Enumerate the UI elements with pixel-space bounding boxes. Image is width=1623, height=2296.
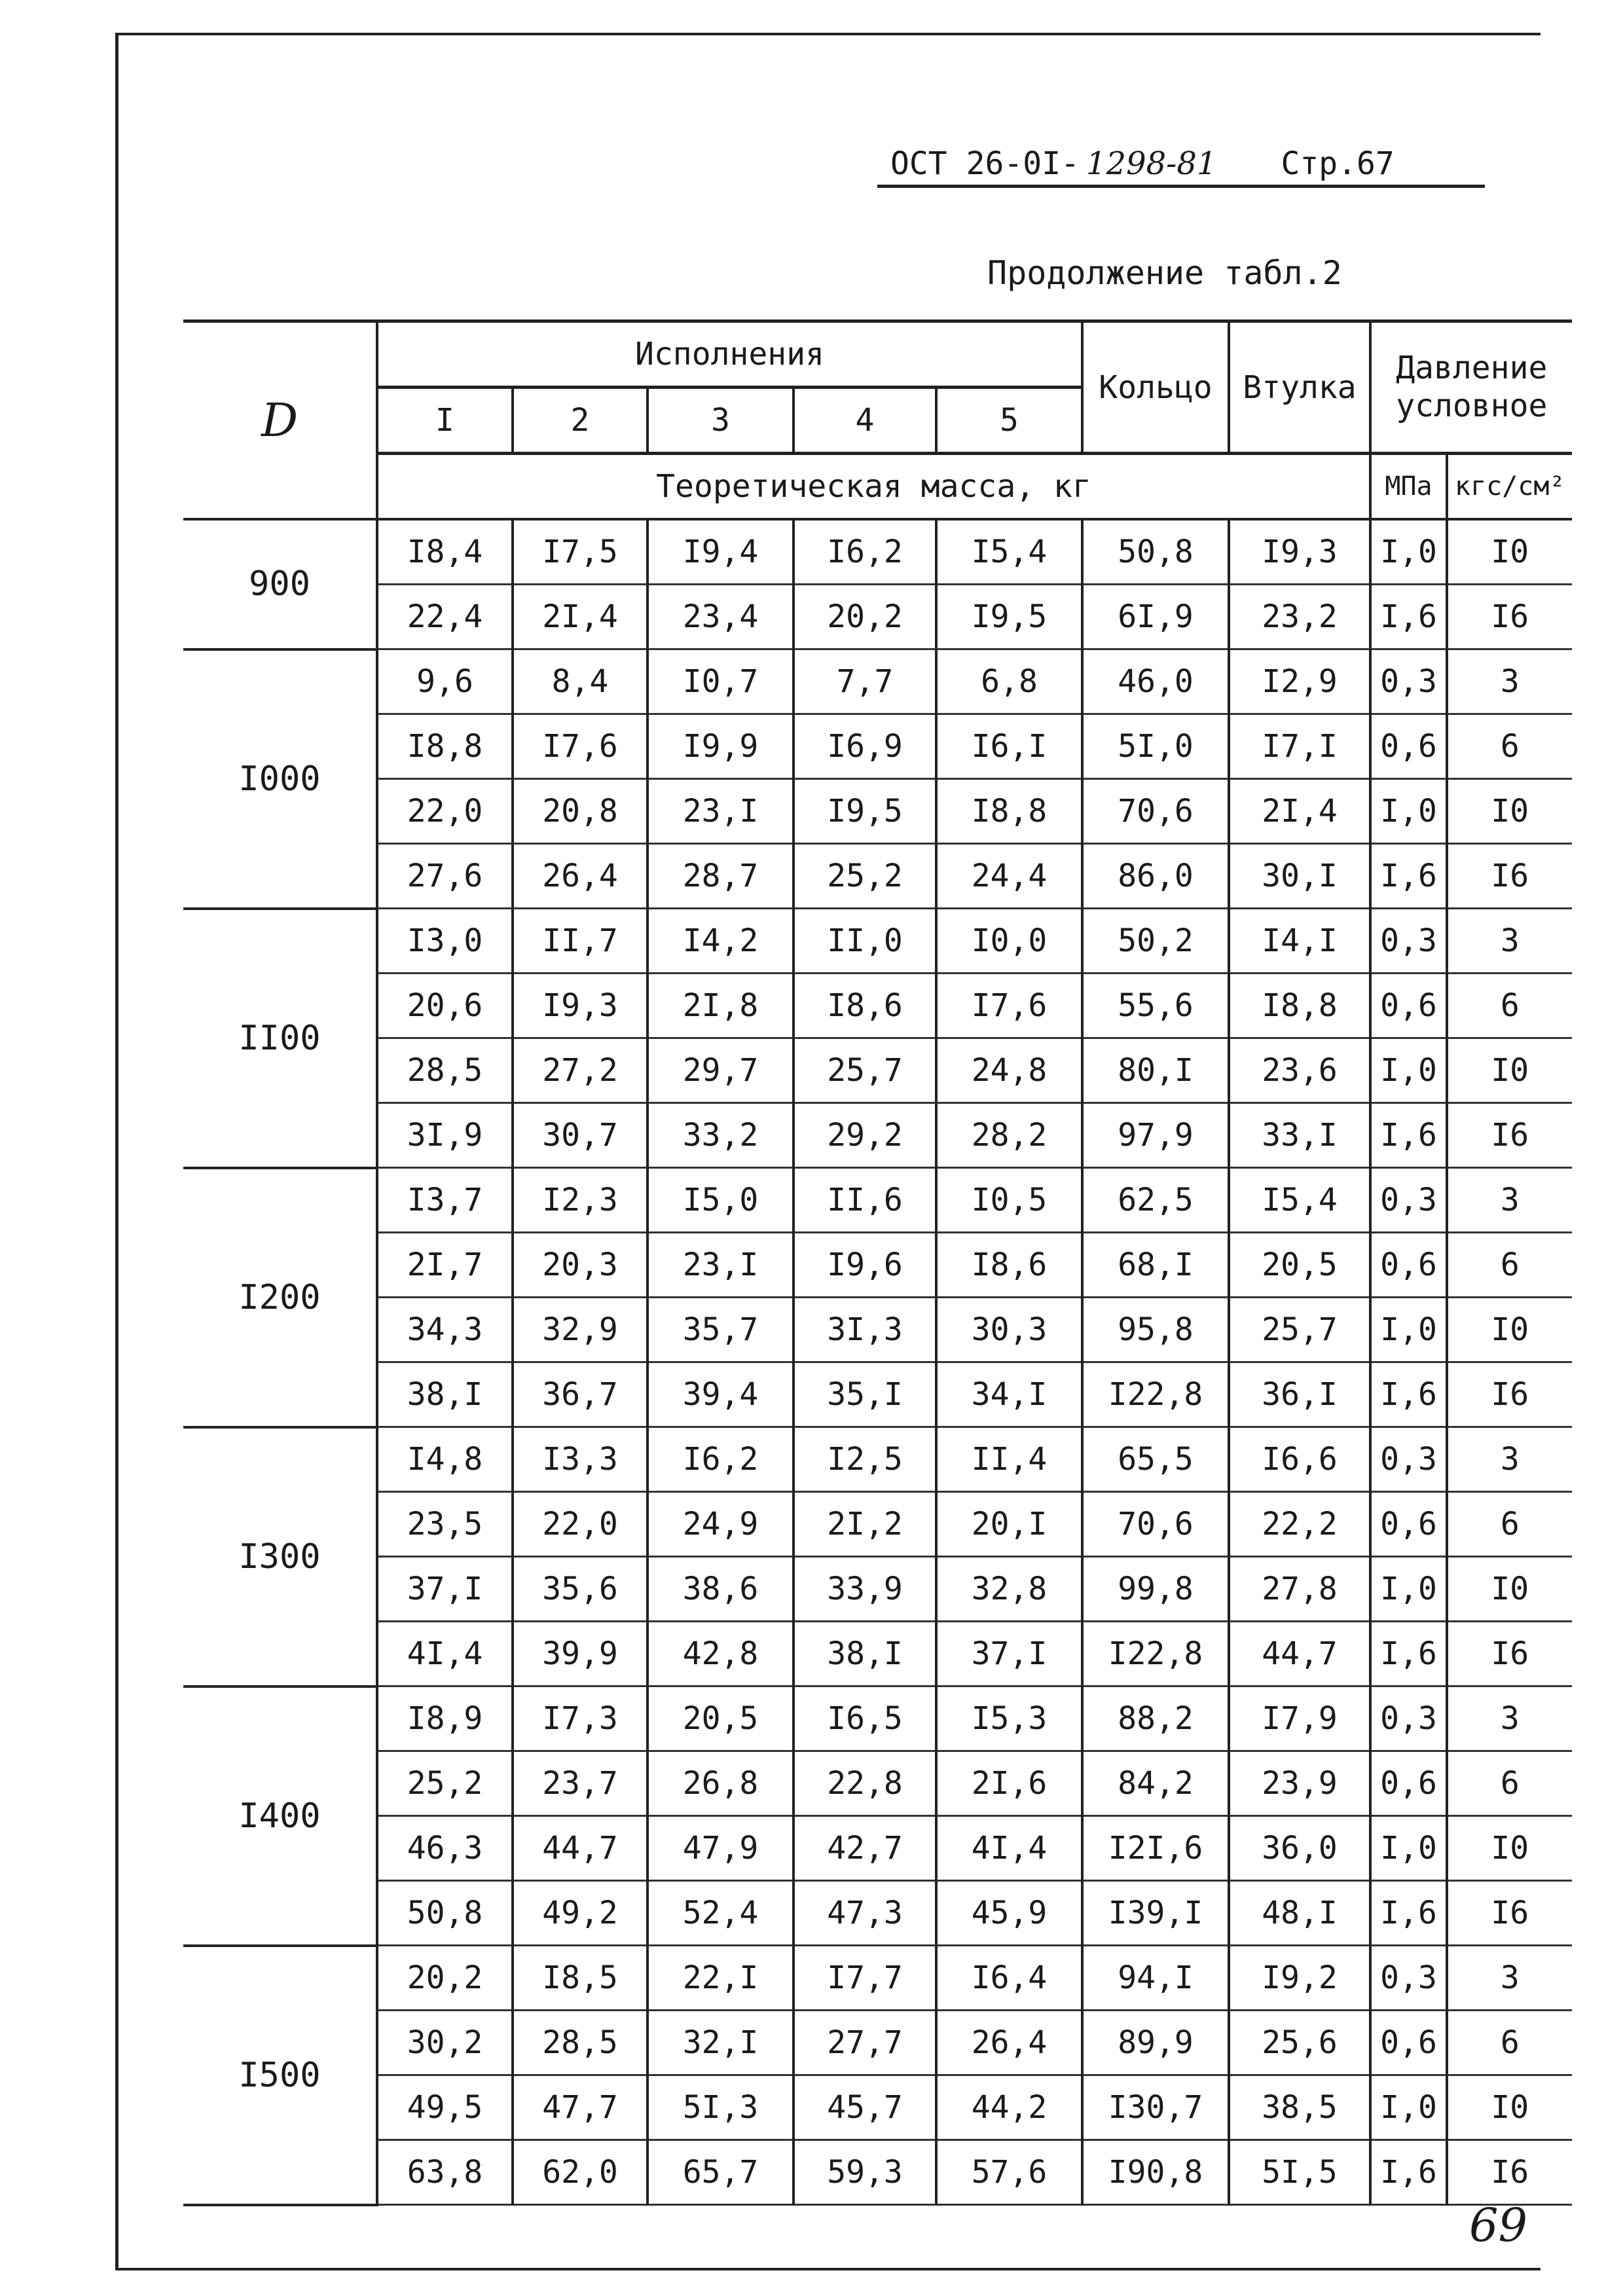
table-row	[183, 1751, 1572, 1816]
pressure-header: Давление условное	[1370, 321, 1572, 454]
version-2-cell: 62,0	[513, 2140, 647, 2205]
version-5-cell: I5,3	[936, 1686, 1082, 1751]
version-1-cell: 28,5	[377, 1038, 513, 1103]
version-5-cell: I8,6	[936, 1233, 1082, 1298]
version-5-cell: 28,2	[936, 1103, 1082, 1168]
version-1-header: I	[377, 388, 513, 454]
version-2-cell: I8,5	[513, 1946, 647, 2011]
version-4-cell: I6,5	[793, 1686, 936, 1751]
version-1-cell: 49,5	[377, 2075, 513, 2140]
version-4-cell: I6,2	[793, 519, 936, 585]
diameter-cell: I000	[183, 649, 377, 909]
version-2-cell: 47,7	[513, 2075, 647, 2140]
table-row	[183, 844, 1572, 909]
version-2-cell: I2,3	[513, 1168, 647, 1233]
pressure-kgf-cell: I6	[1447, 1622, 1572, 1686]
ring-cell: 84,2	[1082, 1751, 1229, 1816]
ring-cell: I90,8	[1082, 2140, 1229, 2205]
version-4-cell: I6,9	[793, 714, 936, 779]
version-1-cell: 37,I	[377, 1557, 513, 1622]
pressure-mpa-cell: 0,6	[1370, 1492, 1447, 1557]
version-1-cell: 30,2	[377, 2011, 513, 2075]
page-number: 69	[1469, 2198, 1528, 2252]
version-1-cell: 22,4	[377, 585, 513, 649]
version-2-cell: 44,7	[513, 1816, 647, 1881]
version-3-cell: I6,2	[647, 1427, 793, 1492]
mass-table	[183, 319, 1572, 2206]
version-4-cell: I9,5	[793, 779, 936, 844]
pressure-kgf-cell: I6	[1447, 844, 1572, 909]
pressure-mpa-cell: 0,6	[1370, 1233, 1447, 1298]
version-3-cell: 52,4	[647, 1881, 793, 1946]
table-row	[183, 1427, 1572, 1492]
pressure-kgf-cell: I0	[1447, 1557, 1572, 1622]
table-row	[183, 1881, 1572, 1946]
version-2-cell: I7,5	[513, 519, 647, 585]
ring-cell: 86,0	[1082, 844, 1229, 909]
pressure-mpa-cell: I,6	[1370, 1622, 1447, 1686]
ring-cell: I39,I	[1082, 1881, 1229, 1946]
version-5-cell: 4I,4	[936, 1816, 1082, 1881]
pressure-mpa-cell: I,6	[1370, 1881, 1447, 1946]
pressure-mpa-cell: I,0	[1370, 779, 1447, 844]
version-3-cell: 42,8	[647, 1622, 793, 1686]
version-2-cell: 39,9	[513, 1622, 647, 1686]
version-2-header: 2	[513, 388, 647, 454]
version-1-cell: 27,6	[377, 844, 513, 909]
ring-cell: 97,9	[1082, 1103, 1229, 1168]
pressure-kgf-cell: 6	[1447, 1751, 1572, 1816]
pressure-mpa-cell: 0,3	[1370, 1946, 1447, 2011]
pressure-kgf-cell: 3	[1447, 1946, 1572, 2011]
ring-cell: 80,I	[1082, 1038, 1229, 1103]
diameter-cell: II00	[183, 909, 377, 1168]
pressure-kgf-cell: I6	[1447, 2140, 1572, 2205]
sleeve-cell: 33,I	[1229, 1103, 1370, 1168]
pressure-mpa-cell: 0,3	[1370, 909, 1447, 974]
sleeve-cell: 38,5	[1229, 2075, 1370, 2140]
ring-cell: I22,8	[1082, 1622, 1229, 1686]
version-1-cell: 22,0	[377, 779, 513, 844]
mass-header: Теоретическая масса, кг	[377, 454, 1370, 520]
version-5-cell: I7,6	[936, 974, 1082, 1038]
pressure-mpa-cell: I,6	[1370, 844, 1447, 909]
table-row	[183, 2075, 1572, 2140]
header-rule	[877, 185, 1485, 188]
version-2-cell: 49,2	[513, 1881, 647, 1946]
version-5-cell: 57,6	[936, 2140, 1082, 2205]
pressure-kgf-cell: I0	[1447, 519, 1572, 585]
version-3-header: 3	[647, 388, 793, 454]
version-4-cell: 33,9	[793, 1557, 936, 1622]
unit-kgf: кгс/см²	[1447, 454, 1572, 520]
version-3-cell: 23,I	[647, 779, 793, 844]
version-1-cell: 2I,7	[377, 1233, 513, 1298]
version-1-cell: 9,6	[377, 649, 513, 714]
version-4-cell: 59,3	[793, 2140, 936, 2205]
pressure-kgf-cell: 6	[1447, 2011, 1572, 2075]
pressure-kgf-cell: 6	[1447, 974, 1572, 1038]
sleeve-cell: 27,8	[1229, 1557, 1370, 1622]
pressure-mpa-cell: 0,6	[1370, 974, 1447, 1038]
version-3-cell: 24,9	[647, 1492, 793, 1557]
pressure-mpa-cell: 0,6	[1370, 2011, 1447, 2075]
version-4-cell: 35,I	[793, 1362, 936, 1427]
sleeve-cell: 30,I	[1229, 844, 1370, 909]
pressure-mpa-cell: I,6	[1370, 1103, 1447, 1168]
pressure-kgf-cell: I0	[1447, 2075, 1572, 2140]
version-4-cell: 47,3	[793, 1881, 936, 1946]
pressure-mpa-cell: I,6	[1370, 1362, 1447, 1427]
ring-cell: 62,5	[1082, 1168, 1229, 1233]
table-row	[183, 909, 1572, 974]
version-3-cell: 2I,8	[647, 974, 793, 1038]
version-3-cell: 20,5	[647, 1686, 793, 1751]
table-row	[183, 1233, 1572, 1298]
version-1-cell: I8,9	[377, 1686, 513, 1751]
sleeve-cell: I9,3	[1229, 519, 1370, 585]
version-5-cell: 20,I	[936, 1492, 1082, 1557]
version-3-cell: 39,4	[647, 1362, 793, 1427]
table-row	[183, 1622, 1572, 1686]
pressure-mpa-cell: 0,6	[1370, 1751, 1447, 1816]
version-1-cell: I4,8	[377, 1427, 513, 1492]
sleeve-cell: I5,4	[1229, 1168, 1370, 1233]
version-5-cell: I6,4	[936, 1946, 1082, 2011]
table-row	[183, 1557, 1572, 1622]
version-4-cell: 20,2	[793, 585, 936, 649]
pressure-mpa-cell: I,0	[1370, 1557, 1447, 1622]
version-4-cell: 7,7	[793, 649, 936, 714]
pressure-mpa-cell: 0,3	[1370, 1686, 1447, 1751]
pressure-mpa-cell: I,6	[1370, 585, 1447, 649]
version-3-cell: 28,7	[647, 844, 793, 909]
version-3-cell: 23,4	[647, 585, 793, 649]
version-2-cell: 20,8	[513, 779, 647, 844]
version-1-cell: 3I,9	[377, 1103, 513, 1168]
version-2-cell: 8,4	[513, 649, 647, 714]
table-row	[183, 1492, 1572, 1557]
table-row	[183, 2140, 1572, 2205]
version-3-cell: I4,2	[647, 909, 793, 974]
ring-cell: 6I,9	[1082, 585, 1229, 649]
version-3-cell: 35,7	[647, 1298, 793, 1362]
sleeve-cell: I4,I	[1229, 909, 1370, 974]
pressure-mpa-cell: 0,3	[1370, 649, 1447, 714]
pressure-kgf-cell: I6	[1447, 585, 1572, 649]
pressure-kgf-cell: 3	[1447, 1168, 1572, 1233]
version-5-cell: 26,4	[936, 2011, 1082, 2075]
version-4-cell: 42,7	[793, 1816, 936, 1881]
version-5-cell: 24,8	[936, 1038, 1082, 1103]
pressure-mpa-cell: 0,3	[1370, 1427, 1447, 1492]
version-5-cell: 37,I	[936, 1622, 1082, 1686]
sleeve-cell: 20,5	[1229, 1233, 1370, 1298]
pressure-mpa-cell: I,6	[1370, 2140, 1447, 2205]
pressure-kgf-cell: 6	[1447, 1492, 1572, 1557]
ring-cell: I2I,6	[1082, 1816, 1229, 1881]
pressure-mpa-cell: I,0	[1370, 1816, 1447, 1881]
version-5-cell: II,4	[936, 1427, 1082, 1492]
ring-cell: 70,6	[1082, 1492, 1229, 1557]
table-row	[183, 1362, 1572, 1427]
sleeve-cell: 23,6	[1229, 1038, 1370, 1103]
versions-header: Исполнения	[377, 321, 1082, 388]
version-3-cell: I9,4	[647, 519, 793, 585]
pressure-kgf-cell: I0	[1447, 1816, 1572, 1881]
sleeve-cell: 23,2	[1229, 585, 1370, 649]
sleeve-cell: 25,7	[1229, 1298, 1370, 1362]
version-2-cell: II,7	[513, 909, 647, 974]
pressure-kgf-cell: I0	[1447, 1038, 1572, 1103]
ring-cell: I22,8	[1082, 1362, 1229, 1427]
version-5-cell: I0,0	[936, 909, 1082, 974]
sleeve-cell: 23,9	[1229, 1751, 1370, 1816]
version-5-cell: 32,8	[936, 1557, 1082, 1622]
version-2-cell: I7,3	[513, 1686, 647, 1751]
pressure-kgf-cell: 3	[1447, 1427, 1572, 1492]
version-2-cell: 32,9	[513, 1298, 647, 1362]
ring-cell: 50,8	[1082, 519, 1229, 585]
pressure-kgf-cell: 6	[1447, 714, 1572, 779]
version-2-cell: 26,4	[513, 844, 647, 909]
version-4-cell: I7,7	[793, 1946, 936, 2011]
table-row	[183, 649, 1572, 714]
table-row	[183, 974, 1572, 1038]
sleeve-header: Втулка	[1229, 321, 1370, 454]
version-5-cell: 24,4	[936, 844, 1082, 909]
ring-cell: 95,8	[1082, 1298, 1229, 1362]
sleeve-cell: 2I,4	[1229, 779, 1370, 844]
table-row	[183, 585, 1572, 649]
diameter-header: D	[183, 321, 377, 520]
version-4-cell: 27,7	[793, 2011, 936, 2075]
version-3-cell: 29,7	[647, 1038, 793, 1103]
standard-number-handwritten: 1298-81	[1085, 145, 1217, 182]
table-row	[183, 1816, 1572, 1881]
version-3-cell: I0,7	[647, 649, 793, 714]
version-3-cell: 65,7	[647, 2140, 793, 2205]
version-4-cell: 22,8	[793, 1751, 936, 1816]
version-1-cell: I3,0	[377, 909, 513, 974]
version-4-cell: I9,6	[793, 1233, 936, 1298]
table-row	[183, 1686, 1572, 1751]
standard-number: ОСТ 26-0I-	[890, 145, 1080, 182]
version-5-cell: 44,2	[936, 2075, 1082, 2140]
version-2-cell: 35,6	[513, 1557, 647, 1622]
version-5-cell: 30,3	[936, 1298, 1082, 1362]
ring-cell: I30,7	[1082, 2075, 1229, 2140]
version-5-cell: 6,8	[936, 649, 1082, 714]
table-row	[183, 1038, 1572, 1103]
version-2-cell: 30,7	[513, 1103, 647, 1168]
version-4-cell: 45,7	[793, 2075, 936, 2140]
table-row	[183, 519, 1572, 585]
version-1-cell: 38,I	[377, 1362, 513, 1427]
pressure-kgf-cell: 6	[1447, 1233, 1572, 1298]
diameter-cell: I200	[183, 1168, 377, 1427]
table-row	[183, 2011, 1572, 2075]
version-4-cell: II,6	[793, 1168, 936, 1233]
pressure-mpa-cell: I,0	[1370, 1298, 1447, 1362]
version-1-cell: 20,6	[377, 974, 513, 1038]
sleeve-cell: 44,7	[1229, 1622, 1370, 1686]
sleeve-cell: I2,9	[1229, 649, 1370, 714]
pressure-kgf-cell: 3	[1447, 1686, 1572, 1751]
sleeve-cell: I6,6	[1229, 1427, 1370, 1492]
ring-cell: 88,2	[1082, 1686, 1229, 1751]
sleeve-cell: 25,6	[1229, 2011, 1370, 2075]
version-2-cell: I7,6	[513, 714, 647, 779]
version-4-cell: 2I,2	[793, 1492, 936, 1557]
ring-cell: 46,0	[1082, 649, 1229, 714]
sleeve-cell: I7,I	[1229, 714, 1370, 779]
sleeve-cell: I9,2	[1229, 1946, 1370, 2011]
version-4-header: 4	[793, 388, 936, 454]
pressure-kgf-cell: I0	[1447, 779, 1572, 844]
version-3-cell: 32,I	[647, 2011, 793, 2075]
version-2-cell: 22,0	[513, 1492, 647, 1557]
version-1-cell: 4I,4	[377, 1622, 513, 1686]
version-5-header: 5	[936, 388, 1082, 454]
version-1-cell: 25,2	[377, 1751, 513, 1816]
sleeve-cell: I8,8	[1229, 974, 1370, 1038]
version-2-cell: 20,3	[513, 1233, 647, 1298]
pressure-mpa-cell: 0,3	[1370, 1168, 1447, 1233]
unit-mpa: МПа	[1370, 454, 1447, 520]
version-2-cell: 36,7	[513, 1362, 647, 1427]
version-3-cell: I5,0	[647, 1168, 793, 1233]
version-1-cell: 20,2	[377, 1946, 513, 2011]
version-2-cell: I9,3	[513, 974, 647, 1038]
version-5-cell: I6,I	[936, 714, 1082, 779]
diameter-cell: I400	[183, 1686, 377, 1946]
sleeve-cell: 22,2	[1229, 1492, 1370, 1557]
version-5-cell: 34,I	[936, 1362, 1082, 1427]
version-1-cell: I3,7	[377, 1168, 513, 1233]
ring-cell: 5I,0	[1082, 714, 1229, 779]
pressure-kgf-cell: I6	[1447, 1362, 1572, 1427]
version-1-cell: 46,3	[377, 1816, 513, 1881]
pressure-kgf-cell: I6	[1447, 1103, 1572, 1168]
sleeve-cell: I7,9	[1229, 1686, 1370, 1751]
version-2-cell: 28,5	[513, 2011, 647, 2075]
version-4-cell: II,0	[793, 909, 936, 974]
ring-cell: 50,2	[1082, 909, 1229, 974]
pressure-kgf-cell: 3	[1447, 649, 1572, 714]
version-3-cell: 47,9	[647, 1816, 793, 1881]
pressure-kgf-cell: 3	[1447, 909, 1572, 974]
version-2-cell: 27,2	[513, 1038, 647, 1103]
version-2-cell: 2I,4	[513, 585, 647, 649]
pressure-mpa-cell: I,0	[1370, 2075, 1447, 2140]
version-1-cell: I8,8	[377, 714, 513, 779]
version-1-cell: 50,8	[377, 1881, 513, 1946]
version-5-cell: 45,9	[936, 1881, 1082, 1946]
version-3-cell: 26,8	[647, 1751, 793, 1816]
ring-cell: 89,9	[1082, 2011, 1229, 2075]
sleeve-cell: 5I,5	[1229, 2140, 1370, 2205]
sleeve-cell: 36,0	[1229, 1816, 1370, 1881]
table-continuation: Продолжение табл.2	[987, 254, 1342, 292]
table-row	[183, 779, 1572, 844]
pressure-kgf-cell: I0	[1447, 1298, 1572, 1362]
ring-cell: 55,6	[1082, 974, 1229, 1038]
version-2-cell: I3,3	[513, 1427, 647, 1492]
diameter-cell: 900	[183, 519, 377, 649]
version-4-cell: 25,7	[793, 1038, 936, 1103]
version-4-cell: I8,6	[793, 974, 936, 1038]
table-body	[183, 321, 1572, 2205]
version-5-cell: I8,8	[936, 779, 1082, 844]
version-4-cell: 29,2	[793, 1103, 936, 1168]
ring-cell: 99,8	[1082, 1557, 1229, 1622]
pressure-mpa-cell: I,0	[1370, 519, 1447, 585]
sleeve-cell: 36,I	[1229, 1362, 1370, 1427]
version-5-cell: I5,4	[936, 519, 1082, 585]
table-row	[183, 1298, 1572, 1362]
ring-cell: 94,I	[1082, 1946, 1229, 2011]
diameter-cell: I300	[183, 1427, 377, 1686]
ring-cell: 65,5	[1082, 1427, 1229, 1492]
table-row	[183, 1103, 1572, 1168]
version-1-cell: 34,3	[377, 1298, 513, 1362]
version-5-cell: I0,5	[936, 1168, 1082, 1233]
version-1-cell: I8,4	[377, 519, 513, 585]
ring-header: Кольцо	[1082, 321, 1229, 454]
version-3-cell: 38,6	[647, 1557, 793, 1622]
pressure-kgf-cell: I6	[1447, 1881, 1572, 1946]
version-5-cell: I9,5	[936, 585, 1082, 649]
pressure-mpa-cell: 0,6	[1370, 714, 1447, 779]
table-row	[183, 1168, 1572, 1233]
standard-header	[890, 145, 1395, 182]
version-4-cell: 3I,3	[793, 1298, 936, 1362]
ring-cell: 70,6	[1082, 779, 1229, 844]
version-2-cell: 23,7	[513, 1751, 647, 1816]
version-3-cell: 5I,3	[647, 2075, 793, 2140]
ring-cell: 68,I	[1082, 1233, 1229, 1298]
version-3-cell: 23,I	[647, 1233, 793, 1298]
version-5-cell: 2I,6	[936, 1751, 1082, 1816]
page-label: Стр.67	[1281, 145, 1395, 182]
pressure-mpa-cell: I,0	[1370, 1038, 1447, 1103]
sleeve-cell: 48,I	[1229, 1881, 1370, 1946]
version-3-cell: 22,I	[647, 1946, 793, 2011]
version-1-cell: 23,5	[377, 1492, 513, 1557]
version-3-cell: I9,9	[647, 714, 793, 779]
version-4-cell: 25,2	[793, 844, 936, 909]
table-row	[183, 1946, 1572, 2011]
version-4-cell: I2,5	[793, 1427, 936, 1492]
version-1-cell: 63,8	[377, 2140, 513, 2205]
diameter-cell: I500	[183, 1946, 377, 2205]
version-4-cell: 38,I	[793, 1622, 936, 1686]
table-row	[183, 714, 1572, 779]
version-3-cell: 33,2	[647, 1103, 793, 1168]
